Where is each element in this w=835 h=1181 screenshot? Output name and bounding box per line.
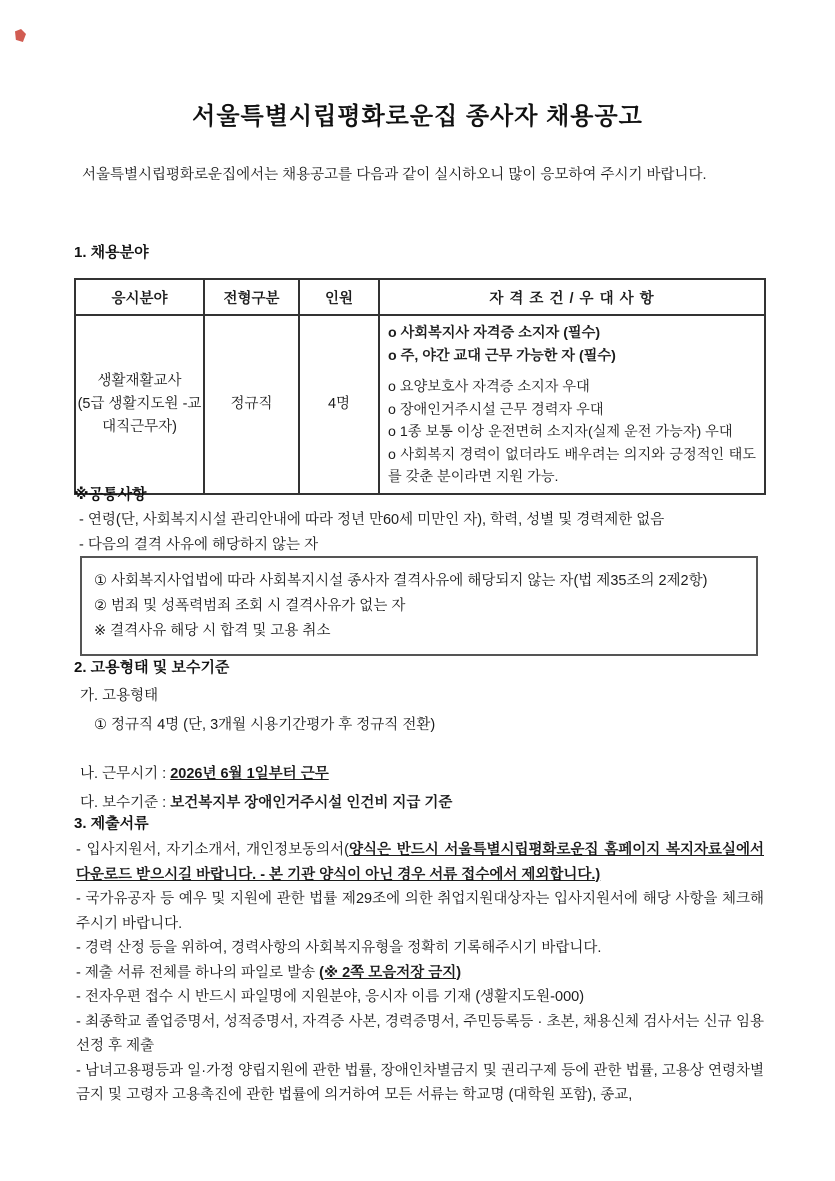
qualification-required: o 주, 야간 교대 근무 가능한 자 (필수) bbox=[388, 347, 616, 364]
submission-item bbox=[74, 961, 764, 986]
cell-position bbox=[75, 315, 204, 494]
common-requirement-item: - 다음의 결격 사유에 해당하지 않는 자 bbox=[79, 537, 319, 553]
spacer bbox=[388, 367, 756, 376]
submission-item bbox=[74, 936, 764, 961]
section3-heading: 3. 제출서류 bbox=[74, 815, 149, 832]
submission-item bbox=[74, 838, 764, 887]
table-row bbox=[75, 315, 765, 494]
qualification-preferred: o 사회복지 경력이 없더라도 배우려는 의지와 긍정적인 태도를 갖춘 분이라면 지원 가능. bbox=[388, 446, 756, 485]
section2-employment bbox=[74, 655, 764, 816]
work-period-label: 나. 근무시기 : bbox=[80, 766, 171, 782]
column-header-qualifications: 자 격 조 건 / 우 대 사 항 bbox=[379, 279, 765, 315]
submission-item-text: - 국가유공자 등 예우 및 지원에 관한 법률 제29조에 의한 취업지원대상자는 입사지원서에 해당 사항을 체크해주시기 바랍니다. bbox=[76, 891, 764, 932]
submission-item-text: - 남녀고용평등과 일·가정 양립지원에 관한 법률, 장애인차별금지 및 권리구제 등에 관한 법률, 고용상 연령차별금지 및 고령자 고용촉진에 관한 법률에 의거하여 모든 서류는 학교명 (대학원 포함), 종교, bbox=[76, 1062, 764, 1103]
submission-item bbox=[74, 1059, 764, 1108]
document-title: 서울특별시립평화로운집 종사자 채용공고 bbox=[192, 103, 643, 130]
submission-item bbox=[74, 887, 764, 936]
section3-documents bbox=[74, 812, 764, 1108]
column-header-type: 전형구분 bbox=[204, 279, 299, 315]
submission-item-text: - 최종학교 졸업증명서, 성적증명서, 자격증 사본, 경력증명서, 주민등록등 · 초본, 채용신체 검사서는 신규 임용 선정 후 제출 bbox=[76, 1013, 764, 1054]
disqualification-box bbox=[80, 556, 758, 656]
submission-item-emphasis: 양식은 반드시 서울특별시립평화로운집 홈페이지 복지자료실에서 다운로드 받으시길 바랍니다. - 본 기관 양식이 아닌 경우 서류 접수에서 제외합니다.) bbox=[76, 842, 764, 883]
column-header-field: 응시분야 bbox=[75, 279, 204, 315]
work-period-line bbox=[74, 762, 764, 787]
disqualification-item: ① 사회복지사업법에 따라 사회복지시설 종사자 결격사유에 해당되지 않는 자(법 제35조의 2제2항) bbox=[94, 573, 708, 589]
intro-paragraph: 서울특별시립평화로운집에서는 채용공고를 다음과 같이 실시하오니 많이 응모하여 주시기 바랍니다. bbox=[82, 167, 707, 183]
common-requirements-heading: ※공통사항 bbox=[74, 486, 147, 503]
cell-headcount: 4명 bbox=[299, 315, 379, 494]
submission-item-emphasis: (※ 2쪽 모음저장 금지) bbox=[319, 964, 462, 981]
submission-item bbox=[74, 1010, 764, 1059]
red-scan-artifact bbox=[15, 29, 26, 42]
submission-item-text: - 전자우편 접수 시 반드시 파일명에 지원분야, 응시자 이름 기재 (생활지도원-000) bbox=[76, 989, 585, 1005]
qualification-preferred: o 요양보호사 자격증 소지자 우대 bbox=[388, 379, 590, 395]
pay-standard-label: 다. 보수기준 : bbox=[80, 795, 171, 811]
submission-item-text: - 입사지원서, 자기소개서, 개인정보동의서( bbox=[76, 842, 349, 858]
pay-standard-value: 보건복지부 장애인거주시설 인건비 지급 기준 bbox=[170, 795, 453, 811]
cell-qualifications bbox=[379, 315, 765, 494]
column-header-count: 인원 bbox=[299, 279, 379, 315]
disqualification-item: ② 범죄 및 성폭력범죄 조회 시 결격사유가 없는 자 bbox=[94, 598, 406, 614]
submission-item bbox=[74, 985, 764, 1010]
position-name: 생활재활교사 bbox=[97, 372, 182, 389]
section1-heading: 1. 채용분야 bbox=[74, 244, 149, 261]
position-detail: (5급 생활지도원 -교대직근무자) bbox=[77, 395, 202, 435]
cell-employment-type: 정규직 bbox=[204, 315, 299, 494]
disqualification-item: ※ 결격사유 해당 시 합격 및 고용 취소 bbox=[94, 623, 331, 639]
table-header-row bbox=[75, 279, 765, 315]
submission-list bbox=[74, 838, 764, 1108]
employment-type-subheading: 가. 고용형태 bbox=[80, 688, 159, 704]
work-period-value: 2026년 6월 1일부터 근무 bbox=[170, 766, 329, 782]
qualification-preferred: o 1종 보통 이상 운전면허 소지자(실제 운전 가능자) 우대 bbox=[388, 424, 733, 440]
employment-type-item: ① 정규직 4명 (단, 3개월 시용기간평가 후 정규직 전환) bbox=[94, 717, 436, 733]
qualification-required: o 사회복지사 자격증 소지자 (필수) bbox=[388, 325, 601, 341]
qualification-preferred: o 장애인거주시설 근무 경력자 우대 bbox=[388, 401, 604, 418]
common-requirements-list bbox=[74, 508, 764, 558]
spacer bbox=[74, 738, 764, 758]
common-requirement-item: - 연령(단, 사회복지시설 관리안내에 따라 정년 만60세 미만인 자), 학력, 성별 및 경력제한 없음 bbox=[79, 512, 665, 528]
section2-heading: 2. 고용형태 및 보수기준 bbox=[74, 659, 230, 676]
recruitment-table bbox=[74, 278, 764, 495]
submission-item-text: - 경력 산정 등을 위하여, 경력사항의 사회복지유형을 정확히 기록해주시기 바랍니다. bbox=[76, 940, 602, 956]
submission-item-text: - 제출 서류 전체를 하나의 파일로 발송 bbox=[76, 964, 320, 981]
